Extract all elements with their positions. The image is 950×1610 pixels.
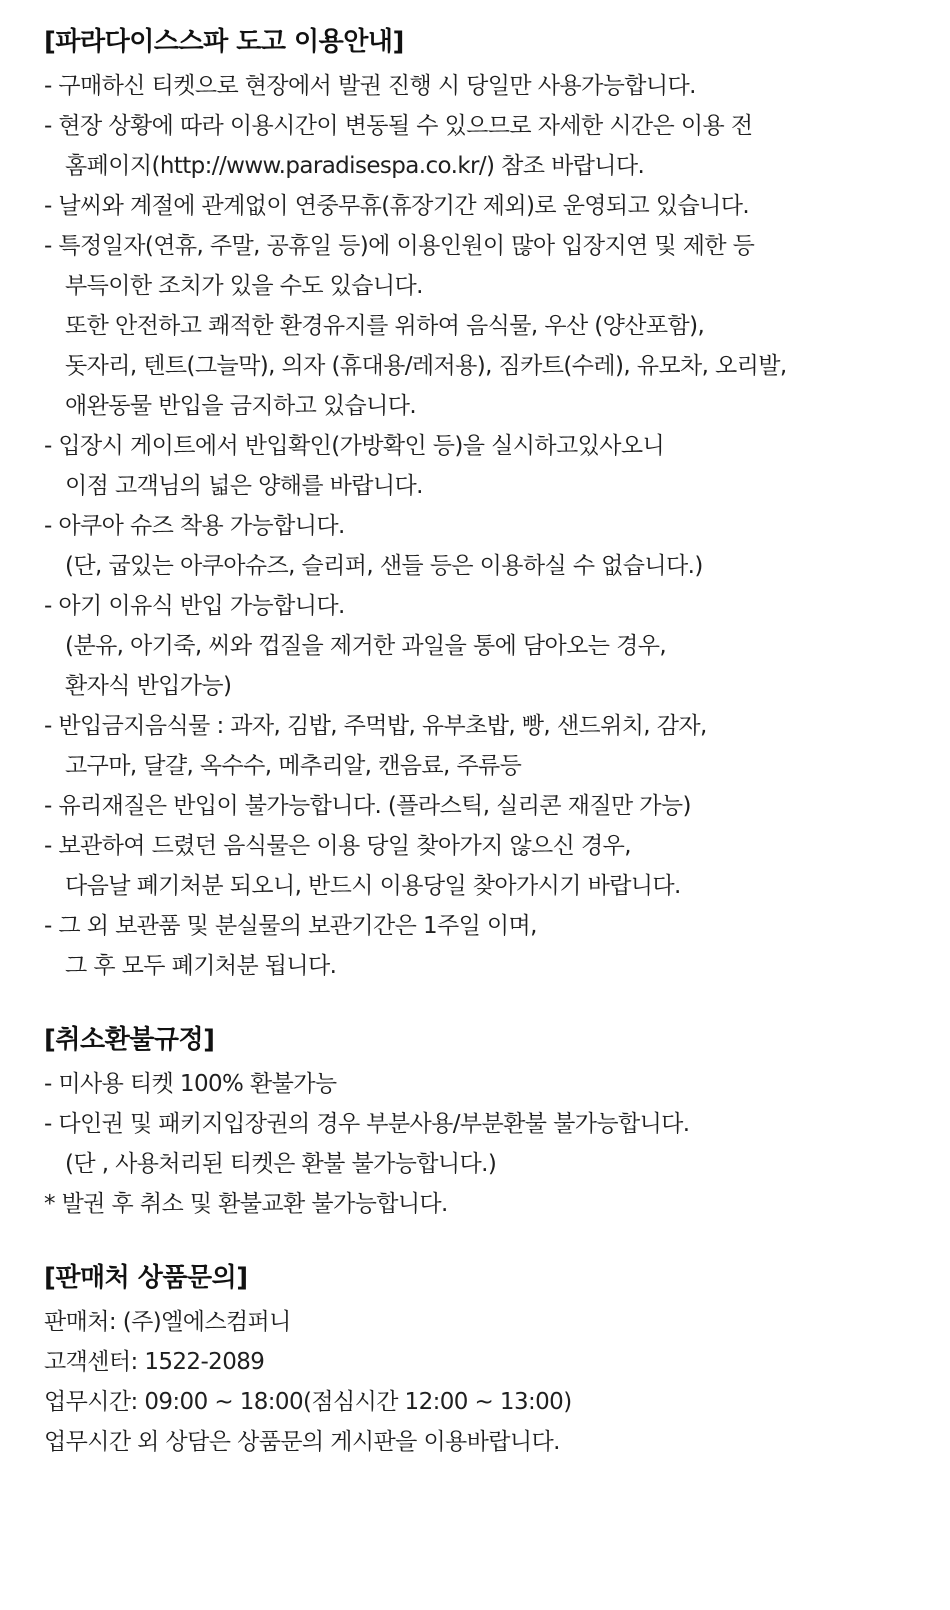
refund-line: * 발권 후 취소 및 환불교환 불가능합니다. [44,1191,448,1217]
notice-line: 애완동물 반입을 금지하고 있습니다. [65,393,417,419]
seller-line: 고객센터: 1522-2089 [44,1349,265,1375]
notice-line: 부득이한 조치가 있을 수도 있습니다. [65,273,423,299]
notice-line: - 아쿠아 슈즈 착용 가능합니다. [44,513,345,539]
notice-line: - 아기 이유식 반입 가능합니다. [44,593,345,619]
notice-line: (분유, 아기죽, 씨와 껍질을 제거한 과일을 통에 담아오는 경우, [65,633,667,659]
notice-line: - 반입금지음식물 : 과자, 김밥, 주먹밥, 유부초밥, 빵, 샌드위치, 감자, [44,713,707,739]
seller-line: 판매처: (주)엘에스컴퍼니 [44,1309,291,1335]
notice-line: - 유리재질은 반입이 불가능합니다. (플라스틱, 실리콘 재질만 가능) [44,793,691,819]
refund-line: - 다인권 및 패키지입장권의 경우 부분사용/부분환불 불가능합니다. [44,1111,690,1137]
notice-line: 돗자리, 텐트(그늘막), 의자 (휴대용/레저용), 짐카트(수레), 유모차, 오리발, [65,353,787,379]
notice-line: 다음날 폐기처분 되오니, 반드시 이용당일 찾아가시기 바랍니다. [65,873,681,899]
refund-line: - 미사용 티켓 100% 환불가능 [44,1071,337,1097]
notice-line: 환자식 반입가능) [65,673,232,699]
seller-line: 업무시간 외 상담은 상품문의 게시판을 이용바랍니다. [44,1429,560,1455]
refund-policy-heading: [취소환불규정] [44,1025,215,1055]
usage-guide-section [44,18,950,986]
refund-policy-section [44,1016,950,1224]
refund-line: (단 , 사용처리된 티켓은 환불 불가능합니다.) [65,1151,497,1177]
notice-line: (단, 굽있는 아쿠아슈즈, 슬리퍼, 샌들 등은 이용하실 수 없습니다.) [65,553,703,579]
seller-line: 업무시간: 09:00 ~ 18:00(점심시간 12:00 ~ 13:00) [44,1389,572,1415]
notice-line: - 특정일자(연휴, 주말, 공휴일 등)에 이용인원이 많아 입장지연 및 제한 등 [44,233,755,259]
seller-inquiry-section [44,1254,950,1462]
notice-line: - 날씨와 계절에 관계없이 연중무휴(휴장기간 제외)로 운영되고 있습니다. [44,193,750,219]
notice-line: 이점 고객님의 넓은 양해를 바랍니다. [65,473,423,499]
seller-inquiry-heading: [판매처 상품문의] [44,1263,248,1293]
notice-line: 홈페이지(http://www.paradisespa.co.kr/) 참조 바랍니다. [65,153,645,179]
notice-line: - 현장 상황에 따라 이용시간이 변동될 수 있으므로 자세한 시간은 이용 전 [44,113,753,139]
notice-line: - 보관하여 드렸던 음식물은 이용 당일 찾아가지 않으신 경우, [44,833,631,859]
notice-line: - 구매하신 티켓으로 현장에서 발권 진행 시 당일만 사용가능합니다. [44,73,696,99]
notice-line: - 입장시 게이트에서 반입확인(가방확인 등)을 실시하고있사오니 [44,433,665,459]
notice-line: 그 후 모두 폐기처분 됩니다. [65,953,337,979]
usage-guide-heading: [파라다이스스파 도고 이용안내] [44,27,404,57]
notice-line: - 그 외 보관품 및 분실물의 보관기간은 1주일 이며, [44,913,537,939]
notice-line: 고구마, 달걀, 옥수수, 메추리알, 캔음료, 주류등 [65,753,522,779]
notice-line: 또한 안전하고 쾌적한 환경유지를 위하여 음식물, 우산 (양산포함), [65,313,705,339]
